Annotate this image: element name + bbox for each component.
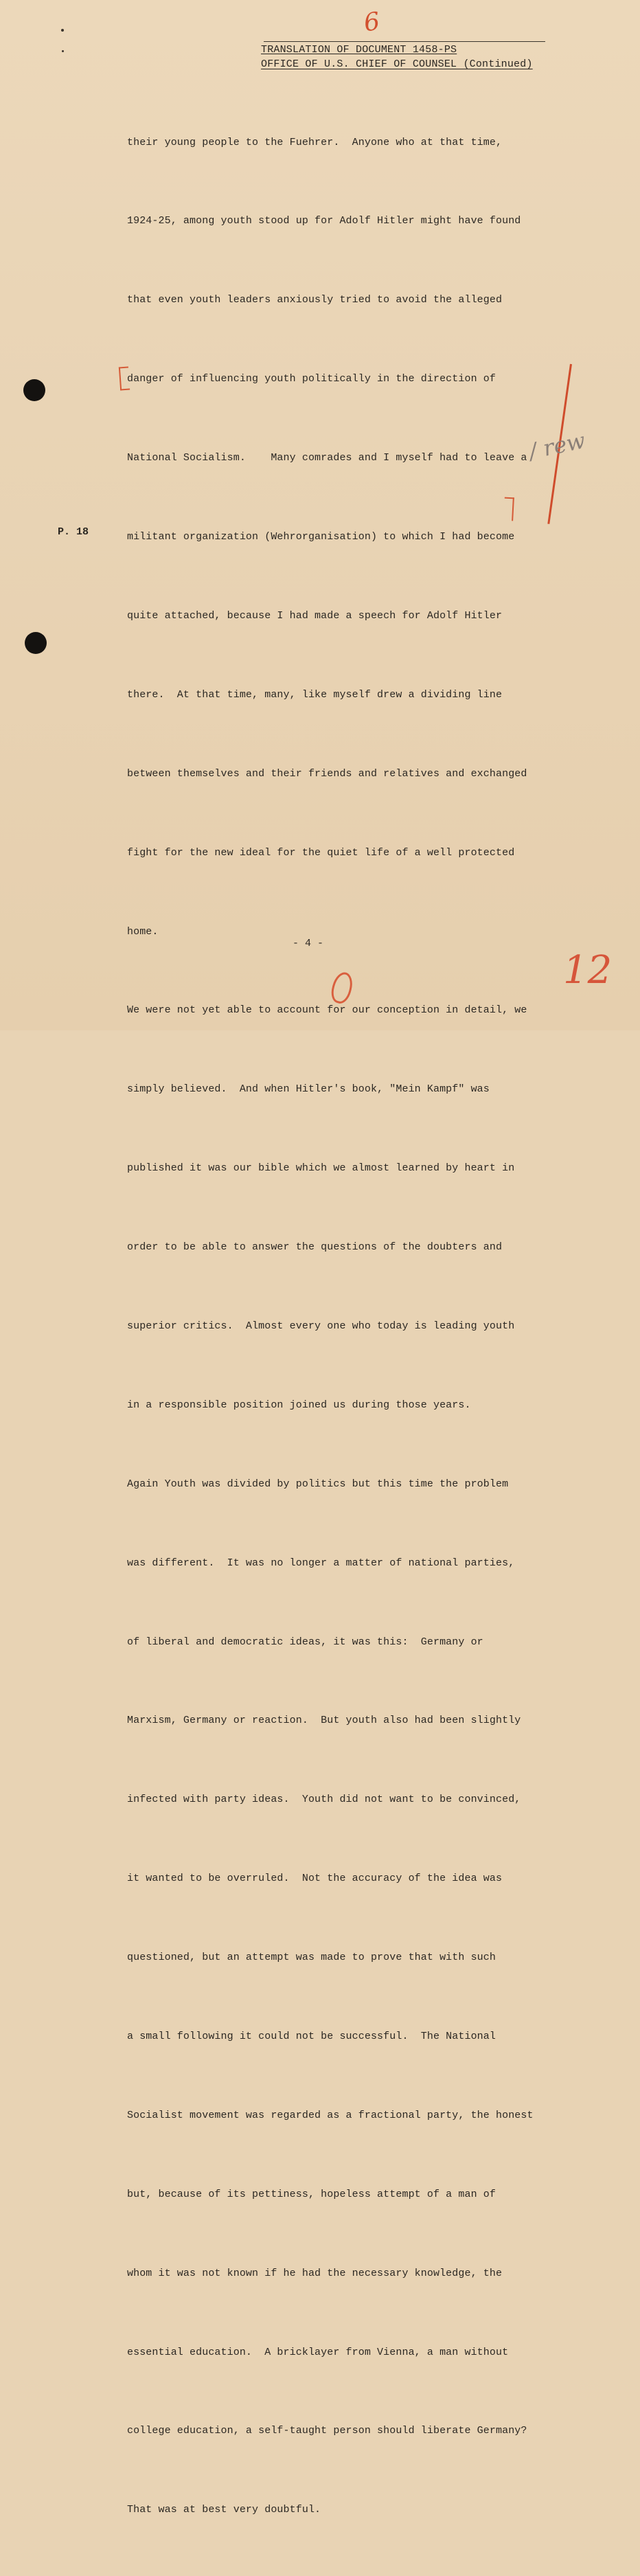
text-line: but, because of its pettiness, hopeless attempt of a man of <box>127 2188 496 2200</box>
text-line: in a responsible position joined us during those years. <box>127 1399 471 1411</box>
punch-hole <box>23 379 45 401</box>
margin-dot <box>61 29 64 32</box>
header-rule <box>264 41 545 42</box>
text-line: National Socialism. Many comrades and I myself had to leave a <box>127 452 527 464</box>
text-line: Socialist movement was regarded as a fractional party, the honest <box>127 2109 534 2121</box>
text-line: fight for the new ideal for the quiet life of a well protected <box>127 846 515 859</box>
text-line: that even youth leaders anxiously tried to avoid the alleged <box>127 294 503 306</box>
red-open-bracket <box>119 367 130 391</box>
text-line: danger of influencing youth politically in the direction of <box>127 373 496 385</box>
punch-hole <box>25 632 47 654</box>
header-office: OFFICE OF U.S. CHIEF OF COUNSEL (Continued) <box>261 58 533 70</box>
red-close-bracket <box>503 497 514 521</box>
text-line: questioned, but an attempt was made to prove that with such <box>127 1952 496 1964</box>
text-line: infected with party ideas. Youth did not want to be convinced, <box>127 1794 521 1806</box>
text-line: between themselves and their friends and relatives and exchanged <box>127 767 527 780</box>
text-line: essential education. A bricklayer from Vienna, a man without <box>127 2346 509 2358</box>
text-line: That was at best very doubtful. <box>127 2504 321 2516</box>
text-line: order to be able to answer the questions of the doubters and <box>127 1241 503 1254</box>
text-line: whom it was not known if he had the necessary knowledge, the <box>127 2267 503 2279</box>
text-line: quite attached, because I had made a speech for Adolf Hitler <box>127 609 503 622</box>
text-line: Marxism, Germany or reaction. But youth also had been slightly <box>127 1715 521 1727</box>
text-line: 1924-25, among youth stood up for Adolf Hitler might have found <box>127 215 521 227</box>
page-reference: P. 18 <box>58 526 89 538</box>
text-line: a small following it could not be successful. The National <box>127 2030 496 2042</box>
text-line: of liberal and democratic ideas, it was this: Germany or <box>127 1636 483 1648</box>
text-line: militant organization (Wehrorganisation) to which I had become <box>127 531 515 543</box>
text-line: their young people to the Fuehrer. Anyone who at that time, <box>127 136 503 148</box>
document-header <box>261 43 533 71</box>
text-line: superior critics. Almost every one who today is leading youth <box>127 1320 515 1332</box>
text-line: published it was our bible which we almost learned by heart in <box>127 1162 515 1175</box>
text-line: Again Youth was divided by politics but this time the problem <box>127 1478 509 1490</box>
pencil-margin-note: / rew <box>526 427 588 465</box>
handwritten-page-number: 6 <box>362 7 382 38</box>
text-line: was different. It was no longer a matter of national parties, <box>127 1557 515 1569</box>
page-footer-number: - 4 - <box>293 938 324 949</box>
margin-dot <box>62 50 64 52</box>
text-line: there. At that time, many, like myself drew a dividing line <box>127 688 503 701</box>
text-line: college education, a self-taught person should liberate Germany? <box>127 2425 527 2437</box>
handwritten-bottom-number: 12 <box>563 948 613 993</box>
header-title: TRANSLATION OF DOCUMENT 1458-PS <box>261 44 457 56</box>
text-line: simply believed. And when Hitler's book, "Mein Kampf" was <box>127 1083 490 1096</box>
body-text <box>127 77 567 2576</box>
text-line: home. <box>127 925 159 938</box>
text-line: We were not yet able to account for our conception in detail, we <box>127 1004 527 1017</box>
text-line: it wanted to be overruled. Not the accuracy of the idea was <box>127 1873 503 1885</box>
